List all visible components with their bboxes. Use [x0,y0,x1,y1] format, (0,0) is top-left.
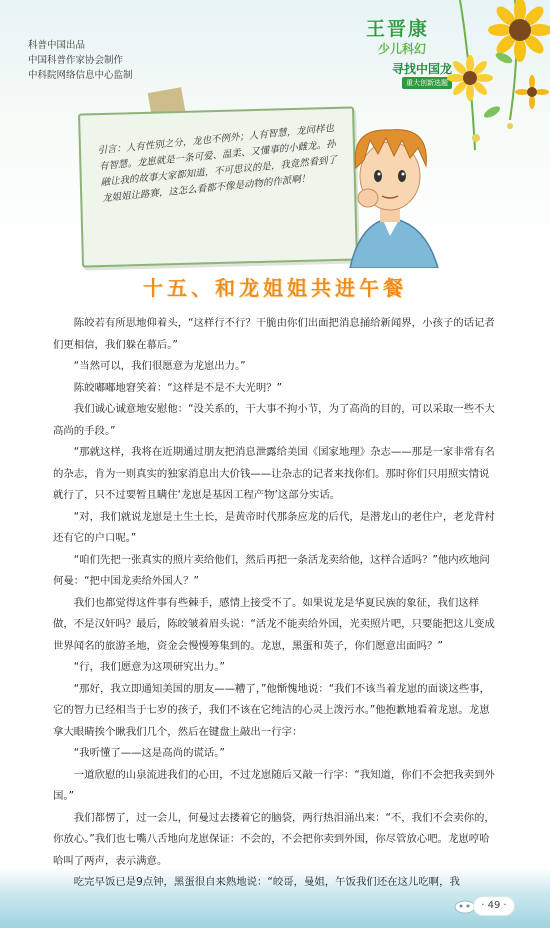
paragraph: 我们也都觉得这件事有些棘手，感情上接受不了。如果说龙是华夏民族的象征，我们这样做，不是汉奸吗？最后，陈皎皱着眉头说：“活龙不能卖给外国，光卖照片吧，只要能把这儿变成世界闻名的旅游圣地，资金会慢慢筹集到的。龙崽，黑蛋和英子，你们愿意出面吗？” [53,596,495,652]
story-text [53,313,496,894]
paragraph: “我听懂了——这是高尚的谎话。” [73,747,225,759]
page-number-badge [454,895,514,917]
brand-badge: 重大创新选题 [402,77,452,89]
brand-title: 王晋康 [366,18,430,40]
intro-note [78,106,358,267]
paragraph: 我们都愣了，过一会儿，何曼过去搂着它的脑袋，两行热泪涌出来：“不，我们不会卖你的，你放心。”我们也七嘴八舌地向龙崽保证：不会的，不会把你卖到外国，你尽管放心吧。龙崽哼哈哈叫了两声，表示满意。 [53,811,495,867]
paragraph: “那好，我立即通知美国的朋友——糟了，”他惭愧地说：“我们不该当着龙崽的面谈这些事，它的智力已经相当于七岁的孩子，我们不该在它纯洁的心灵上泼污水。”他抱歉地看着龙崽。龙崽拿大眼睛挨个瞅我们几个，然后在键盘上敲出一行字： [53,682,490,738]
paragraph: “那就这样，我将在近期通过朋友把消息泄露给美国《国家地理》杂志——那是一家非常有名的杂志，肯为一则真实的独家消息出大价钱——让杂志的记者来找你们。那时你们只用照实情说就行了，只不过要暂且瞒住‘龙崽是基因工程产物’这部分实话。 [53,446,495,501]
publisher-info [28,38,133,83]
paragraph: 陈皎嘟嘟地窘笑着：“这样是不是不大光明？” [73,381,282,394]
sunflower-icon [440,0,550,150]
paragraph: 我们诚心诚意地安慰他：“没关系的，干大事不拘小节，为了高尚的目的，可以采取一些不大高尚的手段。” [53,403,495,437]
paragraph: “当然可以，我们很愿意为龙崽出力。” [73,360,246,372]
publisher-line-2: 中国科普作家协会制作 [28,55,124,66]
publisher-line-3: 中科院网络信息中心监制 [28,70,133,81]
page-decoration-icon [454,898,476,914]
brand-series: 寻找中国龙 [392,62,453,76]
chapter-title: 十五、和龙姐姐共进午餐 [143,276,407,300]
paragraph: 一道欣慰的山泉流进我们的心田，不过龙崽随后又敲一行字：“我知道，你们不会把我卖到外国。” [53,768,495,802]
paragraph: 吃完早饭已是9点钟，黑蛋很自来熟地说：“皎哥，曼姐，午饭我们还在这儿吃啊，我 [73,876,460,888]
boy-illustration [330,118,450,268]
paragraph: “行，我们愿意为这项研究出力。” [73,661,225,673]
paragraph: “咱们先把一张真实的照片卖给他们，然后再把一条活龙卖给他，这样合适吗？”他内疚地问何曼：“把中国龙卖给外国人？” [53,553,490,587]
paragraph: 陈皎若有所思地仰着头，“这样行不行？干脆由你们出面把消息捅给新闻界，小孩子的话记者们更相信，我们躲在幕后。” [53,317,495,351]
publisher-line-1: 科普中国出品 [28,40,86,51]
page-number: · 49 · [474,897,514,915]
paragraph: “对，我们就说龙崽是土生土长，是黄帝时代那条应龙的后代，是潜龙山的老住户，老龙背村还有它的户口呢。” [53,510,495,544]
intro-text: 引言：人有性别之分，龙也不例外；人有智慧，龙同样也有智慧。龙崽就是一条可爱、温柔、又懂事的小雌龙。孙融让我的故事大家都知道，不可思议的是，我竟然看到了龙姐姐让路赛，这怎么看都不像是动物的作派啊！ [97,122,338,205]
brand-subtitle: 少儿科幻 [378,42,427,56]
